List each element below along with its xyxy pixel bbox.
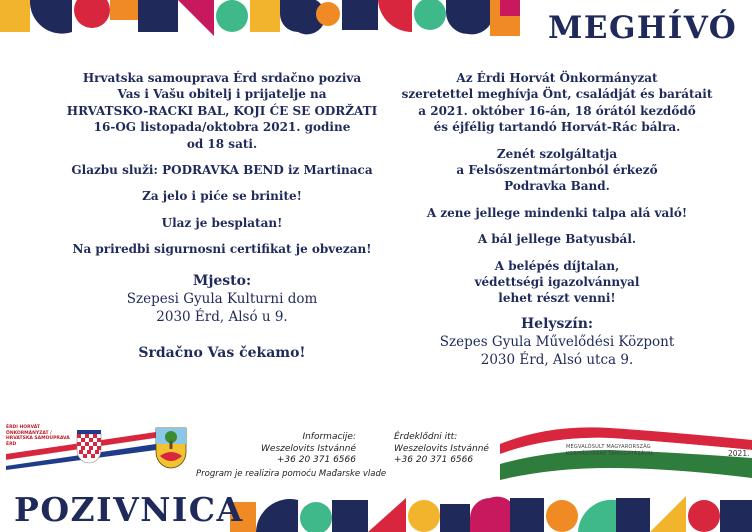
contact-name: Weszelovits Istvánné (261, 443, 356, 454)
contact-name: Weszelovits Istvánné (394, 443, 489, 454)
hungarian-entry-line: A belépés díjtalan, (494, 258, 620, 273)
organization-name: ÉRDI HORVÁT ÖNKORMÁNYZAT / HRVATSKA SAMOUPRAVA ÉRD (6, 425, 70, 447)
croatian-intro-line: Vas i Vašu obitelj i prijatelje na (117, 87, 327, 102)
croatian-venue-heading: Mjesto: (192, 272, 252, 289)
croatian-invitation-column (22, 70, 422, 362)
hungarian-dress: A zene jellege mindenki talpa alá való! (426, 205, 688, 220)
hungarian-intro-line: szeretettel meghívja Önt, családját és barátait (401, 87, 713, 102)
hungarian-invitation-column (382, 70, 732, 369)
croatian-intro-line: 16-OG listopada/oktobra 2021. godine (93, 120, 351, 135)
erd-coat-of-arms-icon (154, 426, 188, 470)
croatian-intro-line: Hrvatska samouprava Érd srdačno poziva (82, 71, 362, 85)
hungarian-music-line: Zenét szolgáltatja (496, 146, 618, 161)
hungarian-venue-line: Szepes Gyula Művelődési Központ (439, 333, 675, 350)
hungarian-music-line: Podravka Band. (504, 179, 610, 194)
top-decorative-band (0, 0, 520, 40)
croatian-intro-line: od 18 sati. (186, 136, 258, 151)
contact-block-croatian (222, 432, 356, 467)
hungarian-entry-line: védettségi igazolvánnyal (474, 275, 640, 290)
government-support-text: MEGVALÓSULT MAGYARORSZÁG KORMÁNYÁNAK TÁMOGATÁSÁVAL (566, 444, 655, 457)
croatian-intro-line: HRVATSKO-RACKI BAL, KOJI ĆE SE ODRŽATI (66, 103, 378, 118)
hungarian-intro-line: a 2021. október 16-án, 18 órától kezdődő (418, 103, 696, 118)
contact-phone: +36 20 371 6566 (276, 455, 356, 465)
croatian-venue-line: Szepesi Gyula Kulturni dom (126, 290, 318, 307)
hungarian-ball-type: A bál jellege Batyusbál. (477, 232, 637, 247)
program-support-note: Program je realizira pomoću Mađarske vlade (196, 469, 387, 479)
croatian-closing: Srdačno Vas čekamo! (138, 344, 306, 361)
croatian-entry: Ulaz je besplatan! (161, 215, 283, 230)
hungarian-music-line: a Felsőszentmártonból érkező (456, 163, 658, 178)
croatian-music: Glazbu služi: PODRAVKA BEND iz Martinaca (71, 163, 373, 178)
hungarian-venue-line: 2030 Érd, Alsó utca 9. (480, 351, 634, 368)
croatian-checkerboard-crest-icon (76, 428, 102, 464)
hungarian-entry-line: lehet részt venni! (498, 291, 616, 306)
contact-label: Informacije: (302, 432, 356, 442)
page-title-hungarian: MEGHÍVÓ (548, 10, 738, 46)
page-title-croatian: POZIVNICA (14, 490, 244, 529)
year-label: 2021. (728, 449, 750, 458)
hungarian-intro-line: és éjfélig tartandó Horvát-Rác bálra. (433, 120, 681, 135)
croatian-food: Za jelo i piće se brinite! (142, 189, 302, 204)
contact-block-hungarian (394, 432, 494, 467)
contact-phone: +36 20 371 6566 (394, 455, 474, 465)
croatian-certificate: Na priredbi sigurnosni certifikat je obvezan! (72, 242, 372, 257)
croatian-venue-line: 2030 Érd, Alsó u 9. (156, 308, 288, 325)
hungarian-intro-line: Az Érdi Horvát Önkormányzat (456, 71, 658, 85)
bottom-decorative-band (230, 492, 752, 532)
hungarian-venue-heading: Helyszín: (520, 315, 594, 332)
contact-label: Érdeklődni itt: (394, 432, 458, 442)
